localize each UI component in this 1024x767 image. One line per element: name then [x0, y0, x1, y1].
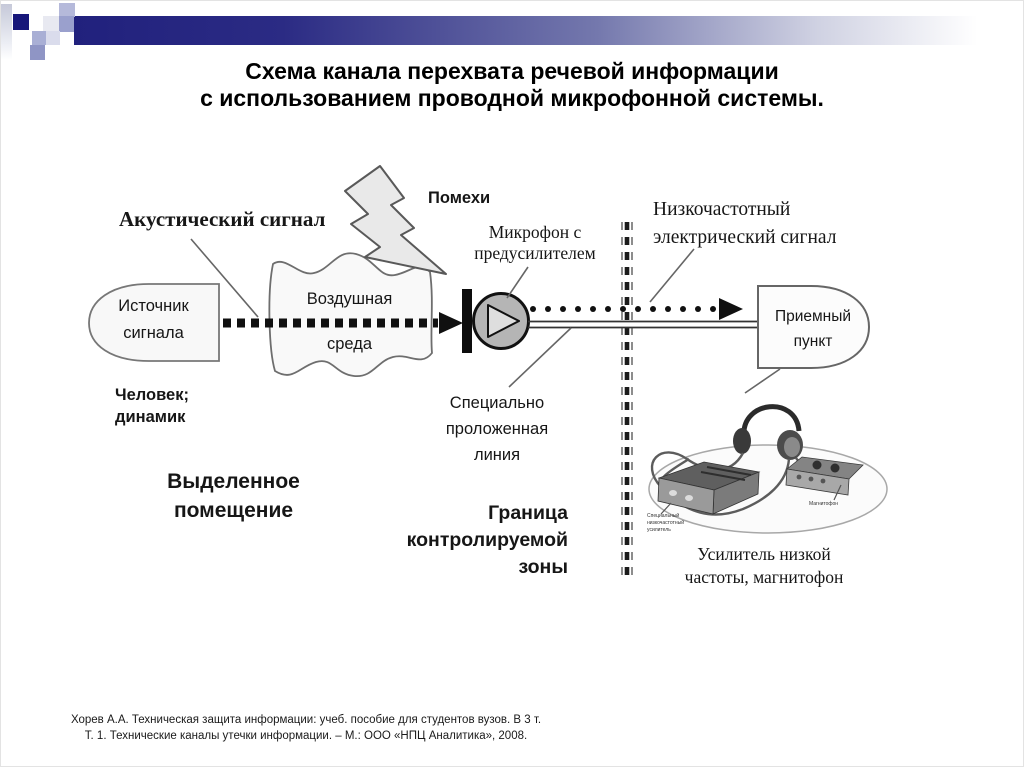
label-amplifier-caption: Усилитель низкой частоты, магнитофон	[684, 544, 844, 587]
callout-line-lf-signal	[650, 249, 694, 302]
label-laid-line: Специально проложенная линия	[445, 394, 549, 464]
label-air-medium-line2: среда	[326, 335, 373, 353]
citation-line2: Т. 1. Технические каналы утечки информации. – М.: ООО «НПЦ Аналитика», 2008.	[84, 730, 528, 742]
label-device-recorder: Магнитофон	[809, 501, 839, 507]
citation-line1: Хорев А.А. Техническая защита информации: учеб. пособие для студентов вузов. В 3 т.	[70, 714, 542, 726]
label-microphone: Микрофон с предусилителем	[474, 222, 596, 263]
electric-arrow	[530, 298, 743, 320]
microphone-symbol	[462, 289, 529, 353]
label-controlled-zone-boundary: Граница контролируемой зоны	[406, 502, 568, 578]
label-acoustic-signal: Акустический сигнал	[119, 207, 326, 231]
wire-line	[528, 322, 758, 328]
callout-line-receiver	[745, 369, 780, 393]
label-dedicated-room: Выделенное помещение	[167, 470, 300, 522]
label-receiving-point: Приемный пункт	[774, 308, 852, 350]
label-interference: Помехи	[428, 189, 491, 207]
citation	[50, 712, 562, 744]
slide-title-line2: с использованием проводной микрофонной системы.	[200, 85, 824, 111]
label-air-medium-line1: Воздушная	[306, 290, 393, 308]
label-human-speaker: Человек; динамик	[115, 386, 189, 426]
label-device-amplifier: Специальный низкочастотный усилитель	[647, 513, 684, 533]
slide-title-line1: Схема канала перехвата речевой информации	[245, 58, 779, 84]
air-medium-shape	[269, 253, 432, 376]
callout-line-microphone	[507, 267, 528, 298]
boundary-dashed-line	[624, 219, 631, 583]
label-lf-signal: Низкочастотный электрический сигнал	[653, 199, 837, 248]
label-signal-source: Источник сигнала	[118, 297, 189, 342]
